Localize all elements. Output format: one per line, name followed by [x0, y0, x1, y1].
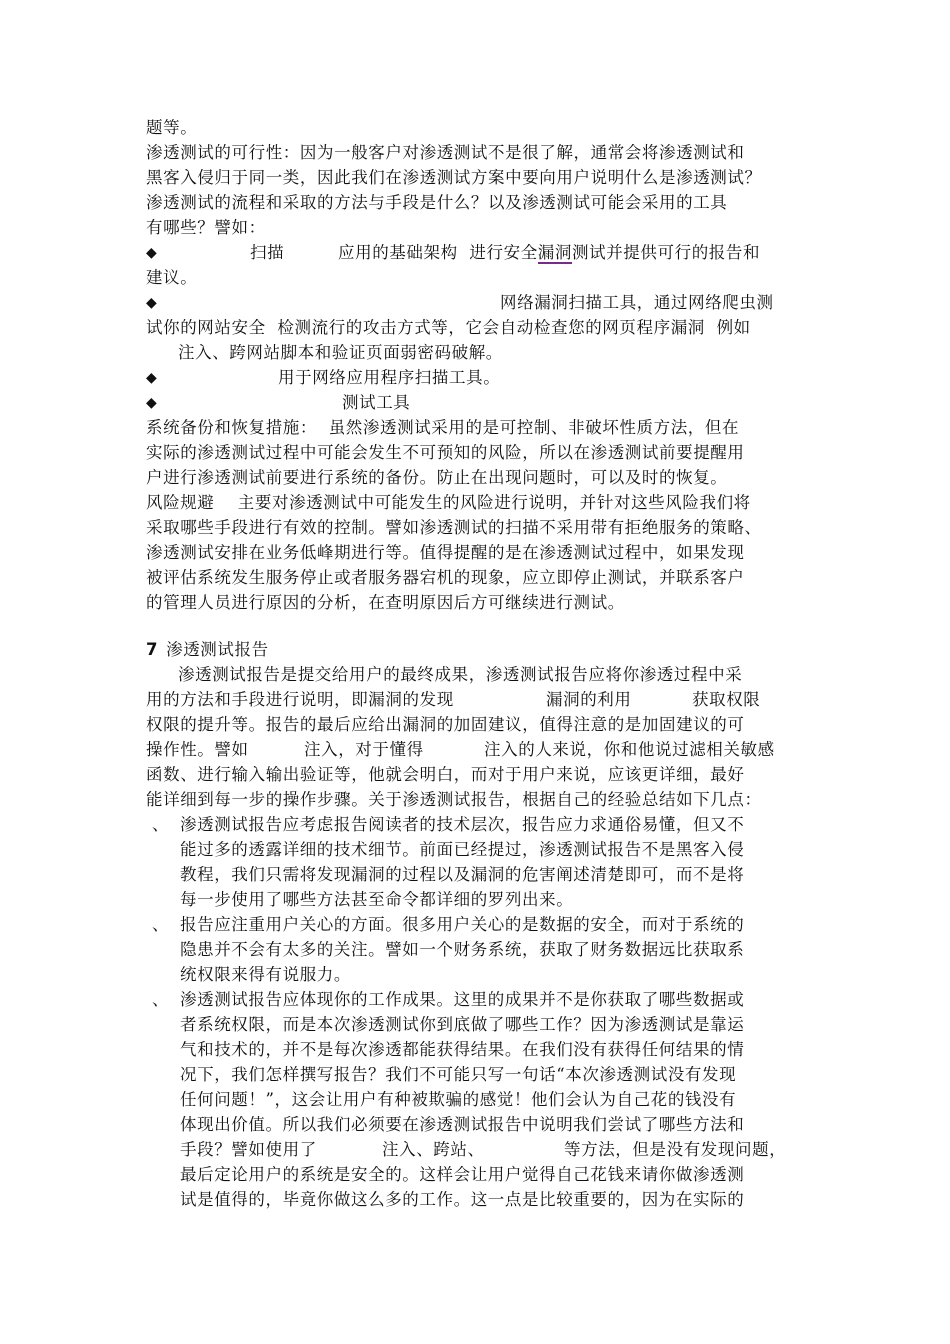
list-marker: 、 [152, 915, 170, 934]
list-item-line: 渗透测试报告应考虑报告阅读者的技术层次，报告应力求通俗易懂，但又不 [180, 815, 745, 834]
paragraph-line: 户进行渗透测试前要进行系统的备份。防止在出现问题时，可以及时的恢复。 [146, 468, 728, 487]
list-item-line: 气和技术的，并不是每次渗透都能获得结果。在我们没有获得任何结果的情 [180, 1040, 745, 1059]
list-item-line: 试是值得的，毕竟你做这么多的工作。这一点是比较重要的，因为在实际的 [180, 1190, 745, 1209]
paragraph-line: 渗透测试报告是提交给用户的最终成果，渗透测试报告应将你渗透过程中采 [178, 665, 743, 684]
bullet-text: 试你的网站安全 检测流行的攻击方式等，它会自动检查您的网页程序漏洞 例如 [146, 318, 751, 337]
paragraph-line: 黑客入侵归于同一类，因此我们在渗透测试方案中要向用户说明什么是渗透测试？ [146, 168, 762, 187]
bullet-diamond-icon: ◆ [146, 295, 158, 311]
list-item-line: 者系统权限，而是本次渗透测试你到底做了哪些工作？因为渗透测试是靠运 [180, 1015, 745, 1034]
paragraph-line: 风险规避 主要对渗透测试中可能发生的风险进行说明，并针对这些风险我们将 [146, 493, 751, 512]
section-title: 渗透测试报告 [166, 640, 269, 659]
paragraph-line: 题等。 [146, 118, 198, 137]
paragraph-line: 注入，对于懂得 [304, 740, 424, 759]
paragraph-line: 实际的渗透测试过程中可能会发生不可预知的风险，所以在渗透测试前要提醒用 [146, 443, 745, 462]
list-item-line: 等方法，但是没有发现问题， [564, 1140, 787, 1159]
list-item-line: 能过多的透露详细的技术细节。前面已经提过，渗透测试报告不是黑客入侵 [180, 840, 745, 859]
bullet-text [338, 241, 760, 265]
paragraph-line: 渗透测试的可行性：因为一般客户对渗透测试不是很了解，通常会将渗透测试和 [146, 143, 745, 162]
bullet-text-part: 扫描 [250, 243, 285, 262]
paragraph-line: 采取哪些手段进行有效的控制。譬如渗透测试的扫描不采用带有拒绝服务的策略、 [146, 518, 762, 537]
bullet-text [250, 241, 284, 265]
paragraph-line: 能详细到每一步的操作步骤。关于渗透测试报告，根据自己的经验总结如下几点： [146, 790, 762, 809]
list-item-line: 体现出价值。所以我们必须要在渗透测试报告中说明我们尝试了哪些方法和 [180, 1115, 745, 1134]
list-item-line: 任何问题！”，这会让用户有种被欺骗的感觉！他们会认为自己花的钱没有 [180, 1090, 737, 1109]
list-item-line: 渗透测试报告应体现你的工作成果。这里的成果并不是你获取了哪些数据或 [180, 990, 745, 1009]
paragraph-line: 注入的人来说，你和他说过滤相关敏感 [484, 740, 775, 759]
paragraph-line: 操作性。譬如 [146, 740, 249, 759]
bullet-text: 用于网络应用程序扫描工具。 [278, 368, 501, 387]
section-heading [146, 638, 269, 662]
paragraph-line: 函数、进行输入输出验证等，他就会明白，而对于用户来说，应该更详细，最好 [146, 765, 745, 784]
paragraph-line: 权限的提升等。报告的最后应给出漏洞的加固建议，值得注意的是加固建议的可 [146, 715, 745, 734]
bullet-text: 测试工具 [342, 393, 411, 412]
list-item-line: 手段？譬如使用了 [180, 1140, 317, 1159]
list-item-line: 况下，我们怎样撰写报告？我们不可能只写一句话“本次渗透测试没有发现 [180, 1065, 737, 1084]
paragraph-line: 渗透测试安排在业务低峰期进行等。值得提醒的是在渗透测试过程中，如果发现 [146, 543, 745, 562]
bullet-diamond-icon: ◆ [146, 245, 158, 261]
list-item-line: 最后定论用户的系统是安全的。这样会让用户觉得自己花钱来请你做渗透测 [180, 1165, 745, 1184]
bullet-diamond-icon: ◆ [146, 395, 158, 411]
paragraph-line: 漏洞的利用 [546, 690, 632, 709]
list-item-line: 每一步使用了哪些方法甚至命令都详细的罗列出来。 [180, 890, 574, 909]
paragraph-line: 获取权限 [692, 690, 761, 709]
paragraph-line: 用的方法和手段进行说明，即漏洞的发现 [146, 690, 454, 709]
list-item-line: 统权限来得有说服力。 [180, 965, 351, 984]
section-number: 7 [146, 640, 159, 659]
bullet-text: 注入、跨网站脚本和验证页面弱密码破解。 [178, 343, 503, 362]
bullet-text-part: 应用的基础架构 进行安全 [338, 243, 538, 262]
bullet-text: 建议。 [146, 268, 198, 287]
list-item-line: 报告应注重用户关心的方面。很多用户关心的是数据的安全，而对于系统的 [180, 915, 745, 934]
bullet-text: 网络漏洞扫描工具，通过网络爬虫测 [500, 293, 774, 312]
list-item-line: 教程，我们只需将发现漏洞的过程以及漏洞的危害阐述清楚即可，而不是将 [180, 865, 745, 884]
paragraph-line: 有哪些？譬如： [146, 218, 266, 237]
bullet-text-part: 测试并提供可行的报告和 [572, 243, 761, 262]
bullet-diamond-icon: ◆ [146, 370, 158, 386]
list-item-line: 隐患并不会有太多的关注。譬如一个财务系统，获取了财务数据远比获取系 [180, 940, 745, 959]
paragraph-line: 渗透测试的流程和采取的方法与手段是什么？以及渗透测试可能会采用的工具 [146, 193, 728, 212]
paragraph-line: 被评估系统发生服务停止或者服务器宕机的现象，应立即停止测试，并联系客户 [146, 568, 745, 587]
list-marker: 、 [152, 990, 170, 1009]
list-item-line: 注入、跨站、 [382, 1140, 485, 1159]
paragraph-line: 的管理人员进行原因的分析，在查明原因后方可继续进行测试。 [146, 593, 625, 612]
list-marker: 、 [152, 815, 170, 834]
underlined-word: 漏洞 [537, 243, 572, 262]
paragraph-line: 系统备份和恢复措施： 虽然渗透测试采用的是可控制、非破坏性质方法，但在 [146, 418, 740, 437]
